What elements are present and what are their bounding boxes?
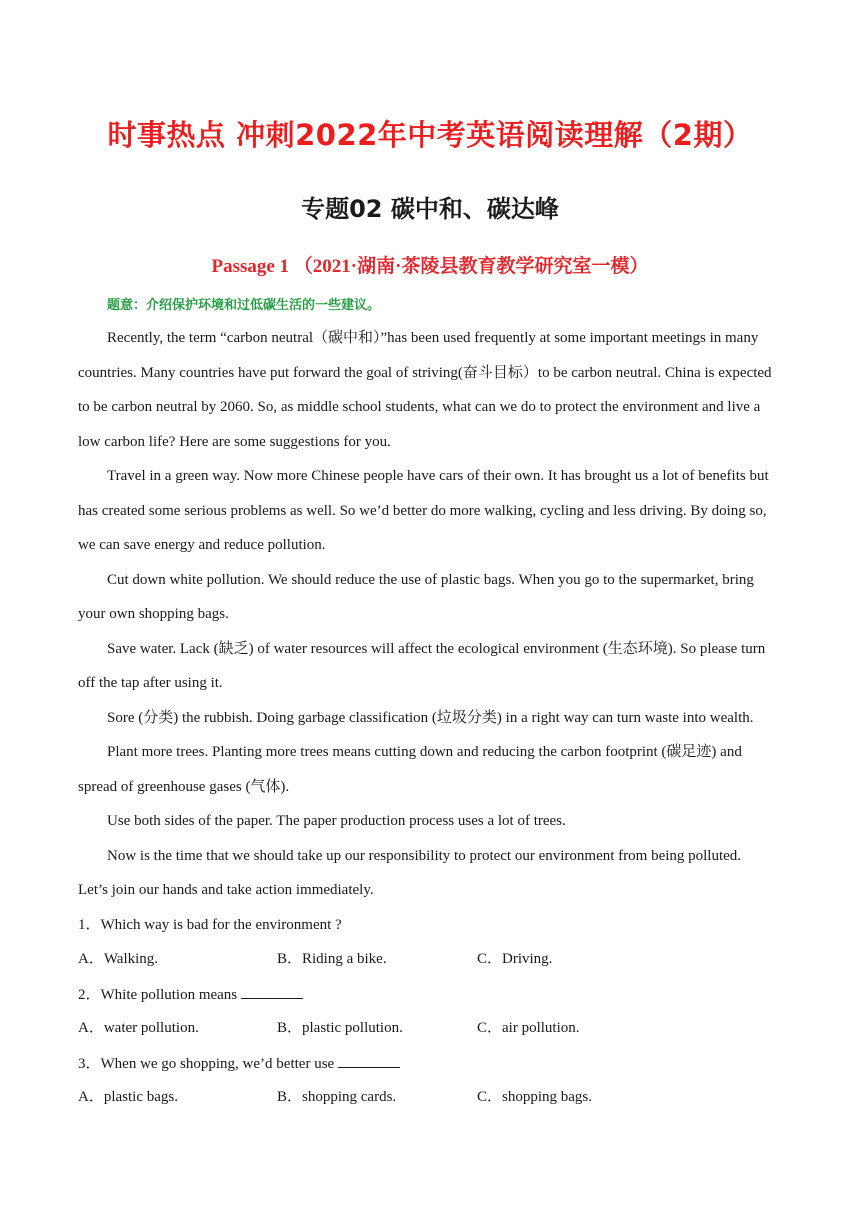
passage-line: off the tap after using it. (78, 675, 223, 691)
answer-blank (241, 984, 303, 999)
option-a: A．plastic bags. (78, 1089, 178, 1105)
passage-line: countries. Many countries have put forward the goal of striving(奋斗目标）to be carbon neutral. China is expected (78, 365, 772, 381)
option-a: A．Walking. (78, 951, 159, 967)
passage-line: Recently, the term “carbon neutral（碳中和）”has been used frequently at some important meetings in many (107, 330, 759, 346)
option-b: B．shopping cards. (277, 1089, 397, 1105)
passage-line: low carbon life? Here are some suggestions for you. (78, 434, 391, 450)
passage-line: Plant more trees. Planting more trees means cutting down and reducing the carbon footprint (碳足迹) and (107, 744, 742, 760)
passage-line: spread of greenhouse gases (气体). (78, 779, 290, 795)
topic-subtitle: 专题02 碳中和、碳达峰 (301, 195, 559, 223)
question-stem-row (78, 1053, 400, 1074)
question-stem: 2．White pollution means (78, 987, 241, 1003)
passage-line: Use both sides of the paper. The paper production process uses a lot of trees. (107, 813, 566, 829)
option-b: B．Riding a bike. (277, 951, 387, 967)
passage-line: Save water. Lack (缺乏) of water resources will affect the ecological environment (生态环境). So please turn (107, 641, 766, 657)
passage-line: Cut down white pollution. We should reduce the use of plastic bags. When you go to the supermarket, bring (107, 572, 754, 588)
passage-line: Now is the time that we should take up our responsibility to protect our environment from being polluted. (107, 848, 742, 864)
question-stem: 3．When we go shopping, we’d better use (78, 1056, 338, 1072)
passage-theme: 题意：介绍保护环境和过低碳生活的一些建议。 (107, 298, 381, 313)
option-c: C．Driving. (477, 951, 553, 967)
passage-line: Let’s join our hands and take action immediately. (78, 882, 374, 898)
question-stem-row (78, 984, 303, 1005)
passage-line: Sore (分类) the rubbish. Doing garbage classification (垃圾分类) in a right way can turn waste into wealth. (107, 710, 754, 726)
option-a: A．water pollution. (78, 1020, 199, 1036)
passage-line: Travel in a green way. Now more Chinese people have cars of their own. It has brought us a lot of benefits but (107, 468, 769, 484)
answer-blank (338, 1053, 400, 1068)
document-title: 时事热点 冲刺2022年中考英语阅读理解（2期） (107, 118, 753, 152)
passage-line: has created some serious problems as well. So we’d better do more walking, cycling and less driving. By doing so, (78, 503, 767, 519)
option-c: C．shopping bags. (477, 1089, 593, 1105)
option-c: C．air pollution. (477, 1020, 580, 1036)
passage-line: to be carbon neutral by 2060. So, as middle school students, what can we do to protect the environment and live a (78, 399, 761, 415)
passage-line: your own shopping bags. (78, 606, 229, 622)
passage-heading: Passage 1 （2021·湖南·茶陵县教育教学研究室一模） (211, 256, 649, 277)
question-stem: 1．Which way is bad for the environment ? (78, 917, 342, 933)
passage-line: we can save energy and reduce pollution. (78, 537, 326, 553)
option-b: B．plastic pollution. (277, 1020, 403, 1036)
